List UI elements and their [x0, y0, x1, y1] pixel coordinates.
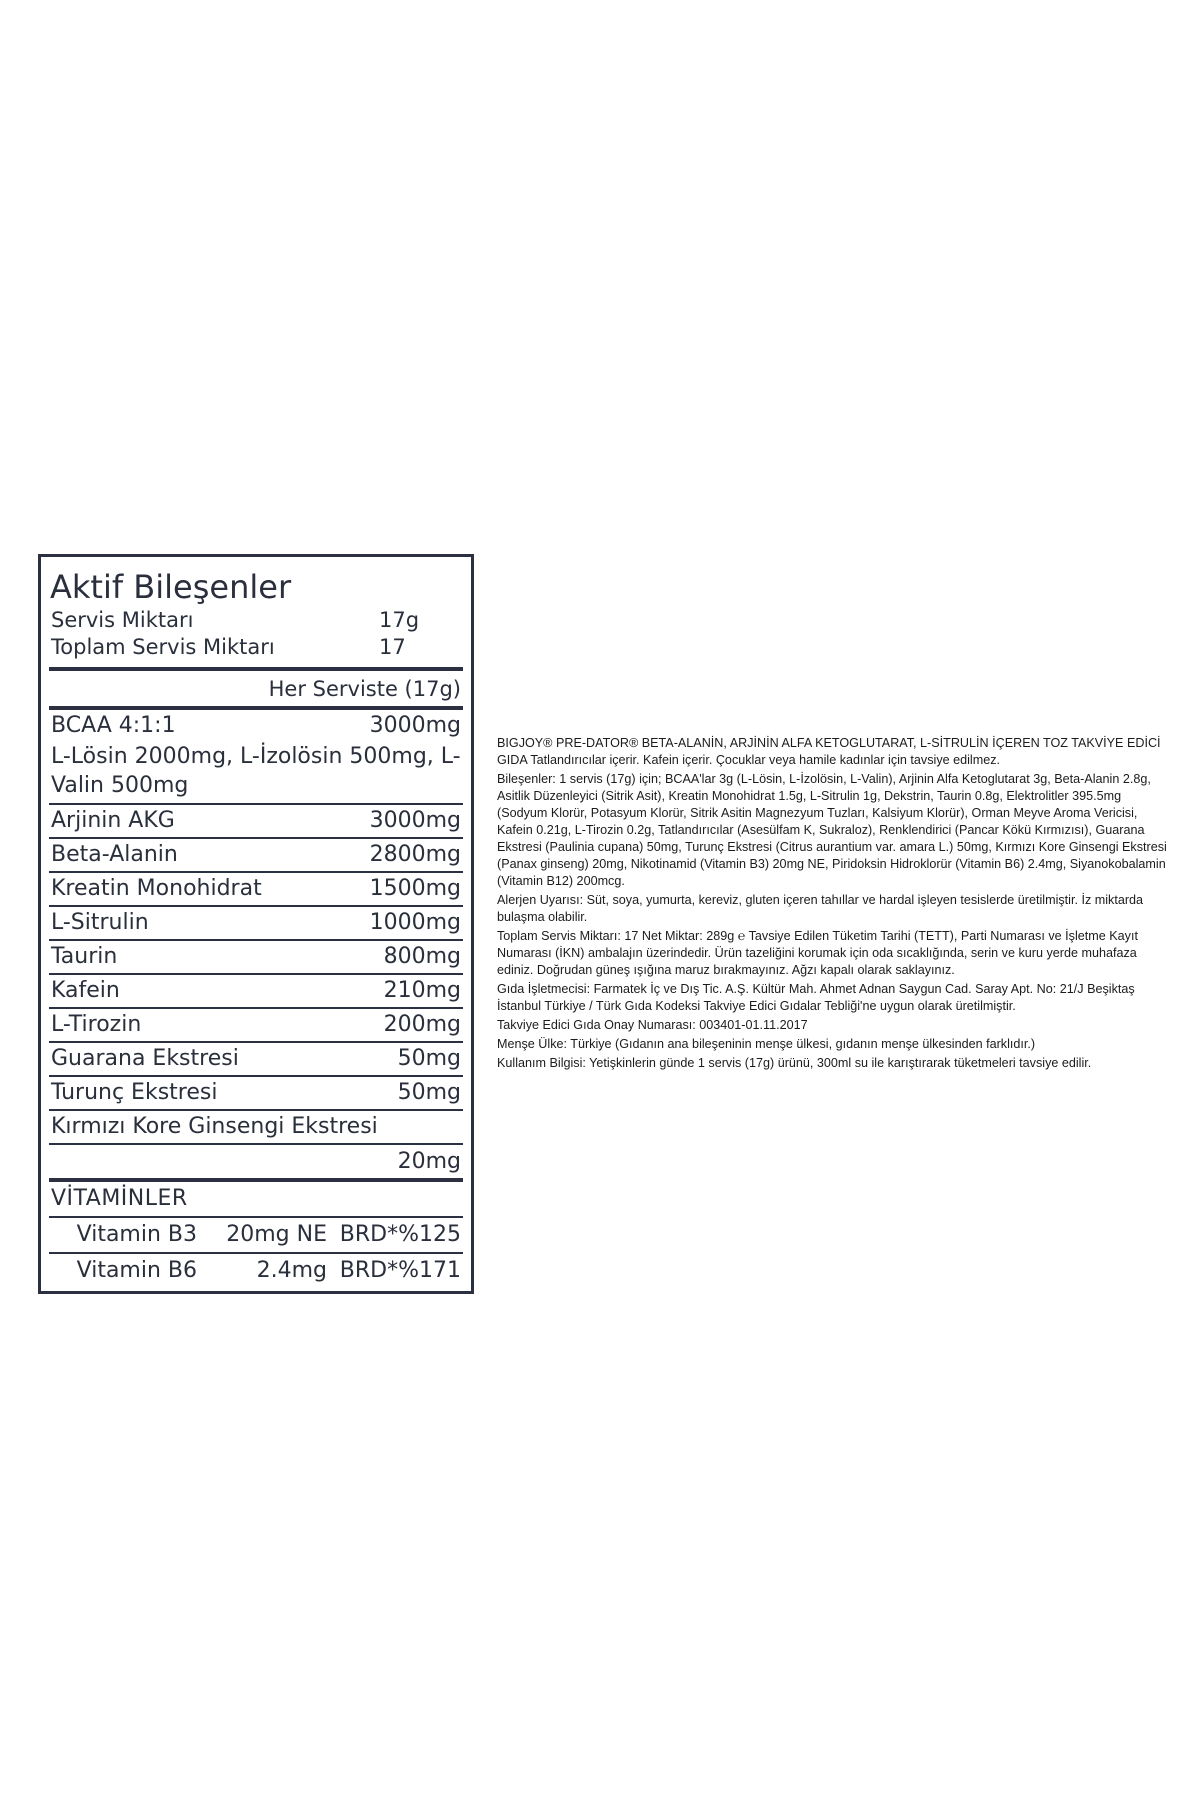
active-ingredients-panel: [38, 554, 474, 1294]
ingredient-name: Guarana Ekstresi: [51, 1046, 239, 1071]
ingredient-value: 2800mg: [369, 842, 461, 867]
ingredient-name: Kırmızı Kore Ginsengi Ekstresi: [51, 1114, 378, 1139]
serving-size-value: 17g: [379, 608, 420, 632]
ingredient-row: [49, 1077, 463, 1109]
approval-number: Takviye Edici Gıda Onay Numarası: 003401-01.11.2017: [497, 1018, 808, 1032]
vitamin-row: [49, 1254, 463, 1288]
ingredient-value: 200mg: [383, 1012, 461, 1037]
ingredient-row-ginseng: [49, 1111, 463, 1143]
label-text-block: [497, 735, 1167, 1074]
product-description: BIGJOY® PRE-DATOR® BETA-ALANİN, ARJİNİN ALFA KETOGLUTARAT, L-SİTRULİN İÇEREN TOZ TAKVİYE EDİCİ GIDA Tatlandırıcılar içerir. Kafein içerir. Çocuklar veya hamile kadınlar için tavsiye edilmez.: [497, 736, 1161, 767]
ingredient-value: 3000mg: [369, 808, 461, 833]
ingredients-paragraph: Bileşenler: 1 servis (17g) için; BCAA'lar 3g (L-Lösin, L-İzolösin, L-Valin), Arjinin Alfa Ketoglutarat 3g, Beta-Alanin 2.8g, Asitlik Düzenleyici (Sitrik Asit), Kreatin Monohidrat 1.5g, L-Sitrulin 1g, Dekstrin, Taurin 0.8g, Elektrolitler 395.5mg (Sodyum Klorür, Potasyum Klorür, Sitrik Asitin Magnezyum Tuzları, Kalsiyum Klorür), Orman Meyve Aroma Vericisi, Kafein 0.21g, L-Tirozin 0.2g, Tatlandırıcılar (Asesülfam K, Sukraloz), Renklendirici (Pancar Kökü Kırmızısı), Guarana Ekstresi (Paulinia cupana) 50mg, Turunç Ekstresi (Citrus aurantium var. amara L.) 50mg, Kırmızı Kore Ginsengi Ekstresi (Panax ginseng) 20mg, Nikotinamid (Vitamin B3) 20mg NE, Piridoksin Hidroklorür (Vitamin B6) 2.4mg, Siyanokobalamin (Vitamin B12) 200mcg.: [497, 772, 1167, 888]
ingredient-row: [49, 805, 463, 837]
usage-info: Kullanım Bilgisi: Yetişkinlerin günde 1 servis (17g) ürünü, 300ml su ile karıştırarak tüketmeleri tavsiye edilir.: [497, 1056, 1092, 1070]
allergen-warning: Alerjen Uyarısı: Süt, soya, yumurta, kereviz, gluten içeren tahıllar ve hardal işleyen tesislerde üretilmiştir. İz miktarda bulaşma olabilir.: [497, 893, 1144, 924]
ingredient-name: L-Tirozin: [51, 1012, 142, 1037]
ingredient-value: 1500mg: [369, 876, 461, 901]
vitamin-row: [49, 1218, 463, 1252]
ingredient-name: L-Sitrulin: [51, 910, 149, 935]
ingredient-name: Taurin: [51, 944, 118, 969]
ingredient-name: Arjinin AKG: [51, 808, 175, 833]
ingredient-row-bcaa: [49, 710, 463, 742]
per-serving-header: Her Serviste (17g): [268, 677, 461, 701]
ingredient-name: BCAA 4:1:1: [51, 713, 176, 738]
ingredient-row: [49, 839, 463, 871]
serving-size-label: Servis Miktarı: [51, 608, 194, 632]
manufacturer-info: Gıda İşletmecisi: Farmatek İç ve Dış Tic. A.Ş. Kültür Mah. Ahmet Adnan Saygun Cad. Saray Apt. No: 21/J Beşiktaş İstanbul Türkiye / Türk Gıda Kodeksi Takviye Edici Gıdalar Tebliği'ne uygun olarak üretilmiştir.: [497, 982, 1135, 1013]
ingredient-value: 800mg: [383, 944, 461, 969]
bcaa-detail: L-Lösin 2000mg, L-İzolösin 500mg, L-Valin 500mg: [51, 744, 461, 798]
total-servings-label: Toplam Servis Miktarı: [51, 635, 275, 659]
ingredient-row: [49, 975, 463, 1007]
vitamin-amount: 20mg NE: [226, 1222, 327, 1247]
ingredient-row: [49, 941, 463, 973]
origin-country: Menşe Ülke: Türkiye (Gıdanın ana bileşeninin menşe ülkesi, gıdanın menşe ülkesinden farklıdır.): [497, 1037, 1036, 1051]
ingredient-name: Beta-Alanin: [51, 842, 178, 867]
vitamin-amount: 2.4mg: [256, 1258, 327, 1283]
total-servings-value: 17: [379, 635, 406, 659]
total-servings-row: [49, 634, 463, 661]
vitamins-title: VİTAMİNLER: [51, 1186, 188, 1211]
storage-info: Toplam Servis Miktarı: 17 Net Miktar: 289g ℮ Tavsiye Edilen Tüketim Tarihi (TETT), Parti Numarası ve İşletme Kayıt Numarası (İKN) ambalajın üzerindedir. Ürün tazeliğini korumak için oda sıcaklığında, serin ve kuru yerde muhafaza ediniz. Doğrudan güneş ışığına maruz bırakmayınız. Ağzı kapalı olarak saklayınız.: [497, 929, 1138, 977]
ingredient-name: Turunç Ekstresi: [51, 1080, 218, 1105]
vitamin-rda: BRD*%125: [339, 1222, 461, 1247]
panel-title: Aktif Bileşenler: [50, 568, 292, 606]
ingredient-value: 1000mg: [369, 910, 461, 935]
ingredient-row: [49, 873, 463, 905]
ingredient-name: Kreatin Monohidrat: [51, 876, 262, 901]
ingredient-row: [49, 1043, 463, 1075]
ingredient-value: 50mg: [397, 1080, 461, 1105]
ingredient-row: [49, 1009, 463, 1041]
ingredient-value: 20mg: [397, 1149, 461, 1174]
ingredient-row: [49, 907, 463, 939]
ingredient-value: 3000mg: [369, 713, 461, 738]
serving-size-row: [49, 607, 463, 634]
vitamin-name: Vitamin B6: [76, 1258, 197, 1283]
ingredient-value: 50mg: [397, 1046, 461, 1071]
vitamin-name: Vitamin B3: [76, 1222, 197, 1247]
ingredient-value: 210mg: [383, 978, 461, 1003]
ingredient-name: Kafein: [51, 978, 120, 1003]
vitamin-rda: BRD*%171: [339, 1258, 461, 1283]
